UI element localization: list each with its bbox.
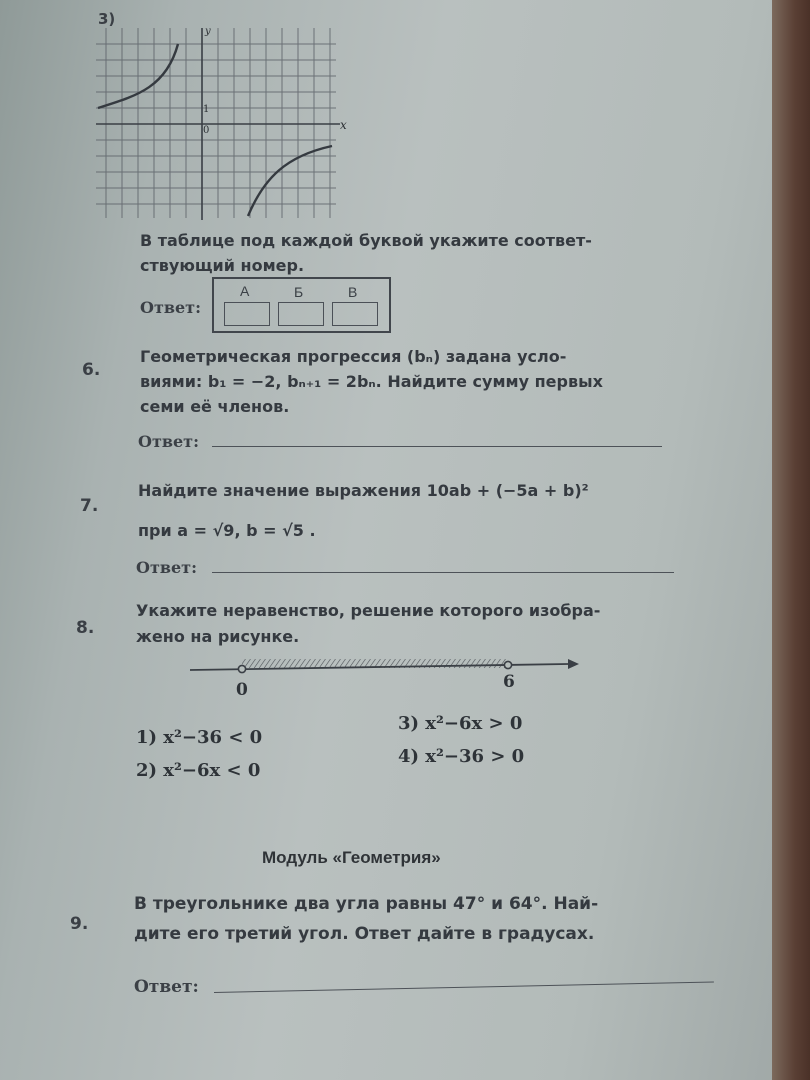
task7-answer-label: Ответ:: [136, 558, 197, 577]
task7-number: 7.: [80, 496, 99, 516]
task9-answer-label: Ответ:: [134, 977, 199, 997]
task7-line1: Найдите значение выражения 10ab + (−5a + b)²: [138, 481, 589, 500]
answer-cell-a[interactable]: [224, 302, 270, 326]
option-2[interactable]: 2) x²−6x < 0: [136, 760, 261, 781]
task7-answer-line[interactable]: [212, 572, 674, 573]
column-a-header: А: [240, 283, 250, 299]
answer-cell-b[interactable]: [278, 302, 324, 326]
option-3[interactable]: 3) x²−6x > 0: [398, 713, 523, 734]
task6-answer-line[interactable]: [212, 446, 662, 447]
option-1[interactable]: 1) x²−36 < 0: [136, 727, 263, 748]
task5-instruction-line2: ствующий номер.: [140, 256, 305, 275]
graph-label: 3): [98, 10, 116, 28]
point-zero-label: 0: [236, 680, 248, 700]
answer-cell-v[interactable]: [332, 302, 378, 326]
tick-zero-label: 0: [203, 125, 210, 136]
task9-answer-line[interactable]: [214, 982, 714, 993]
task8-line1: Укажите неравенство, решение которого изобра-: [136, 601, 601, 620]
task8-line2: жено на рисунке.: [136, 627, 300, 646]
task7-line2: при a = √9, b = √5 .: [138, 521, 316, 540]
option-4[interactable]: 4) x²−36 > 0: [398, 746, 525, 767]
task9-number: 9.: [70, 914, 89, 934]
number-line: [190, 652, 580, 684]
book-edge: [772, 0, 810, 1080]
task6-line3: семи её членов.: [140, 397, 290, 416]
task5-instruction-line1: В таблице под каждой буквой укажите соответ-: [140, 231, 592, 250]
task6-line1: Геометрическая прогрессия (bₙ) задана усло-: [140, 347, 567, 366]
point-six-label: 6: [503, 672, 515, 692]
task8-number: 8.: [76, 618, 95, 638]
task5-answer-label: Ответ:: [140, 298, 201, 317]
task6-line2: виями: b₁ = −2, bₙ₊₁ = 2bₙ. Найдите сумму первых: [140, 372, 603, 391]
module-title: Модуль «Геометрия»: [262, 848, 441, 867]
function-graph: [96, 28, 346, 223]
tick-one-label: 1: [203, 104, 210, 115]
task9-line2: дите его третий угол. Ответ дайте в градусах.: [134, 924, 595, 944]
x-axis-label: x: [340, 118, 347, 132]
task6-number: 6.: [82, 360, 101, 380]
column-v-header: В: [348, 284, 358, 300]
task9-line1: В треугольнике два угла равны 47° и 64°. Най-: [134, 894, 599, 914]
y-axis-label: y: [205, 26, 211, 37]
column-b-header: Б: [294, 284, 304, 300]
task6-answer-label: Ответ:: [138, 432, 199, 451]
